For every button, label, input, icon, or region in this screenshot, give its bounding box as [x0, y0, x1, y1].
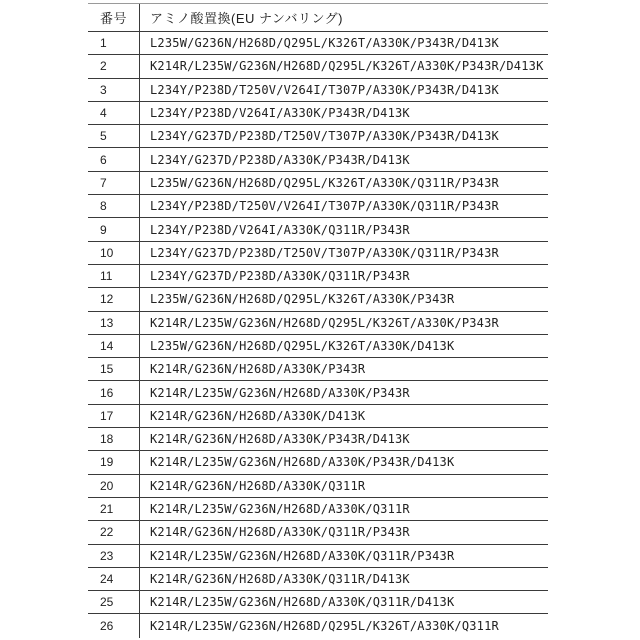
substitution-cell: L235W/G236N/H268D/Q295L/K326T/A330K/P343R/D413K — [150, 36, 499, 51]
row-number-cell: 21 — [88, 498, 140, 520]
substitution-cell: L234Y/P238D/T250V/V264I/T307P/A330K/P343R/D413K — [150, 82, 499, 97]
substitution-cell: L234Y/G237D/P238D/A330K/P343R/D413K — [150, 152, 410, 167]
substitution-cell: K214R/G236N/H268D/A330K/Q311R/P343R — [150, 525, 410, 540]
amino-acid-substitution-table — [88, 3, 548, 638]
row-number-cell: 10 — [88, 242, 140, 264]
table-row — [88, 358, 548, 381]
substitution-cell: K214R/L235W/G236N/H268D/A330K/Q311R — [150, 502, 410, 517]
table-row — [88, 428, 548, 451]
row-number-cell: 20 — [88, 475, 140, 497]
row-number-cell: 26 — [88, 614, 140, 637]
table-row — [88, 545, 548, 568]
row-number-cell: 9 — [88, 218, 140, 240]
table-body — [88, 32, 548, 638]
substitution-cell: L234Y/G237D/P238D/A330K/Q311R/P343R — [150, 269, 410, 284]
table-row — [88, 195, 548, 218]
table-row — [88, 451, 548, 474]
row-number-cell: 15 — [88, 358, 140, 380]
table-header-row — [88, 4, 548, 32]
table-row — [88, 405, 548, 428]
substitution-cell: K214R/L235W/G236N/H268D/Q295L/K326T/A330K/P343R — [150, 315, 499, 330]
table-row — [88, 568, 548, 591]
substitution-cell: K214R/G236N/H268D/A330K/P343R/D413K — [150, 432, 410, 447]
row-number-cell: 25 — [88, 591, 140, 613]
header-substitution: アミノ酸置換(EU ナンバリング) — [150, 11, 344, 26]
table-row — [88, 218, 548, 241]
substitution-cell: K214R/L235W/G236N/H268D/A330K/P343R/D413K — [150, 455, 455, 470]
row-number-cell: 2 — [88, 55, 140, 77]
header-number: 番号 — [88, 4, 140, 31]
table-row — [88, 125, 548, 148]
table-row — [88, 498, 548, 521]
substitution-cell: L235W/G236N/H268D/Q295L/K326T/A330K/P343R — [150, 292, 455, 307]
table-row — [88, 172, 548, 195]
substitution-cell: K214R/L235W/G236N/H268D/A330K/Q311R/P343R — [150, 548, 455, 563]
table-row — [88, 148, 548, 171]
substitution-cell: L235W/G236N/H268D/Q295L/K326T/A330K/D413K — [150, 339, 455, 353]
substitution-cell: L235W/G236N/H268D/Q295L/K326T/A330K/Q311R/P343R — [150, 175, 499, 190]
substitution-cell: K214R/G236N/H268D/A330K/Q311R/D413K — [150, 571, 410, 586]
table-row — [88, 591, 548, 614]
table-row — [88, 335, 548, 358]
row-number-cell: 13 — [88, 312, 140, 334]
table-row — [88, 242, 548, 265]
row-number-cell: 19 — [88, 451, 140, 473]
table-row — [88, 32, 548, 55]
row-number-cell: 5 — [88, 125, 140, 147]
substitution-cell: K214R/L235W/G236N/H268D/A330K/Q311R/D413K — [150, 595, 455, 610]
table-row — [88, 102, 548, 125]
table-row — [88, 614, 548, 637]
row-number-cell: 12 — [88, 288, 140, 310]
row-number-cell: 7 — [88, 172, 140, 194]
row-number-cell: 1 — [88, 32, 140, 54]
row-number-cell: 17 — [88, 405, 140, 427]
substitution-cell: L234Y/P238D/V264I/A330K/Q311R/P343R — [150, 222, 410, 237]
row-number-cell: 6 — [88, 148, 140, 170]
row-number-cell: 18 — [88, 428, 140, 450]
row-number-cell: 8 — [88, 195, 140, 217]
substitution-cell: K214R/G236N/H268D/A330K/Q311R — [150, 478, 366, 493]
row-number-cell: 22 — [88, 521, 140, 543]
table-row — [88, 312, 548, 335]
substitution-cell: K214R/L235W/G236N/H268D/Q295L/K326T/A330K/Q311R — [150, 619, 499, 634]
substitution-cell: K214R/G236N/H268D/A330K/P343R — [150, 362, 366, 377]
substitution-cell: L234Y/G237D/P238D/T250V/T307P/A330K/P343R/D413K — [150, 129, 499, 144]
table-row — [88, 79, 548, 102]
row-number-cell: 3 — [88, 79, 140, 101]
row-number-cell: 23 — [88, 545, 140, 567]
row-number-cell: 4 — [88, 102, 140, 124]
substitution-cell: K214R/L235W/G236N/H268D/A330K/P343R — [150, 385, 410, 400]
table-row — [88, 55, 548, 78]
table-row — [88, 381, 548, 404]
table-row — [88, 265, 548, 288]
row-number-cell: 14 — [88, 335, 140, 357]
row-number-cell: 24 — [88, 568, 140, 590]
row-number-cell: 11 — [88, 265, 140, 287]
substitution-cell: L234Y/G237D/P238D/T250V/T307P/A330K/Q311R/P343R — [150, 245, 499, 260]
substitution-cell: K214R/L235W/G236N/H268D/Q295L/K326T/A330K/P343R/D413K — [150, 59, 544, 74]
table-row — [88, 475, 548, 498]
substitution-cell: L234Y/P238D/T250V/V264I/T307P/A330K/Q311R/P343R — [150, 199, 499, 214]
table-row — [88, 521, 548, 544]
table-row — [88, 288, 548, 311]
substitution-cell: K214R/G236N/H268D/A330K/D413K — [150, 408, 366, 423]
substitution-cell: L234Y/P238D/V264I/A330K/P343R/D413K — [150, 106, 410, 121]
row-number-cell: 16 — [88, 381, 140, 403]
